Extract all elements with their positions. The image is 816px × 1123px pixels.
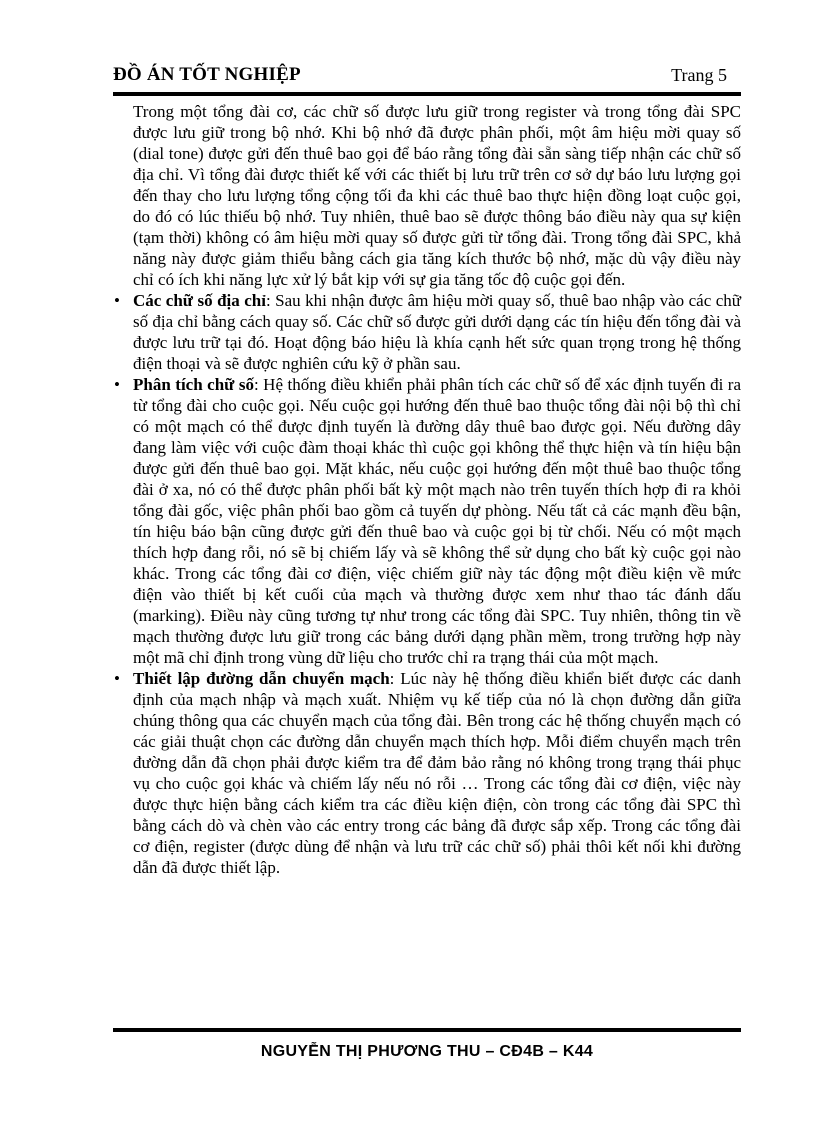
bullet-term: Thiết lập đường dẫn chuyển mạch xyxy=(133,669,390,688)
page-footer: NGUYỄN THỊ PHƯƠNG THU – CĐ4B – K44 xyxy=(260,1043,594,1060)
list-item xyxy=(113,668,741,878)
bullet-icon: • xyxy=(114,291,120,310)
bullet-term: Phân tích chữ số xyxy=(133,375,254,394)
list-item xyxy=(113,374,741,668)
page-header xyxy=(113,64,741,92)
bullet-text: : Sau khi nhận được âm hiệu mời quay số, thuê bao nhập vào các chữ số địa chỉ bằng cách quay số. Các chữ số được gửi dưới dạng các tín hiệu đến tổng đài và được lưu trữ tại đó. Hoạt động báo hiệu là khía cạnh hết sức quan trọng trong hệ thống điện thoại và sẽ được nghiên cứu kỹ ở phần sau. xyxy=(133,291,741,373)
bullet-list xyxy=(113,290,741,878)
document-title: ĐỒ ÁN TỐT NGHIỆP xyxy=(113,64,301,85)
header-rule xyxy=(113,92,741,96)
bullet-icon: • xyxy=(114,669,120,688)
intro-paragraph: Trong một tổng đài cơ, các chữ số được lưu giữ trong register và trong tổng đài SPC được lưu giữ trong bộ nhớ. Khi bộ nhớ đã được phân phối, một âm hiệu mời quay số (dial tone) được gửi đến thuê bao gọi để báo rằng tổng đài sẵn sàng tiếp nhận các chữ số địa chỉ. Vì tổng đài được thiết kế với các thiết bị lưu trữ trên cơ sở dự báo lưu lượng gọi đến thay cho lưu lượng tổng cộng tối đa khi các thuê bao thực hiện đồng loạt cuộc gọi, do đó có lúc thiếu bộ nhớ. Tuy nhiên, thuê bao sẽ được thông báo điều này qua sự kiện (tạm thời) không có âm hiệu mời quay số được gửi từ tổng đài. Trong tổng đài SPC, khả năng này được giảm thiểu bằng cách gia tăng kích thước bộ nhớ, mặc dù vậy điều này chỉ có ích khi năng lực xử lý bắt kịp với sự gia tăng tốc độ cuộc gọi đến. xyxy=(133,102,741,289)
page-number: Trang 5 xyxy=(671,65,727,85)
bullet-text: : Lúc này hệ thống điều khiển biết được các danh định của mạch nhập và mạch xuất. Nhiệm vụ kế tiếp của nó là chọn đường dẫn giữa chúng thông qua các chuyển mạch của tổng đài. Bên trong các hệ thống chuyển mạch có các giải thuật chọn các đường dẫn chuyển mạch thích hợp. Mỗi điểm chuyển mạch trên đường dẫn đã chọn phải được kiểm tra để đảm bảo rằng nó không trong trạng thái phục vụ cho cuộc gọi khác và chiếm lấy nếu nó rỗi … Trong các tổng đài cơ điện, việc này được thực hiện bằng cách kiểm tra các điều kiện điện, còn trong các tổng đài SPC thì bằng cách dò và chèn vào các entry trong các bảng đã được sắp xếp. Trong các tổng đài cơ điện, register (được dùng để nhận và lưu trữ các chữ số) phải thôi kết nối khi đường dẫn đã được thiết lập. xyxy=(133,669,741,877)
footer-rule xyxy=(113,1028,741,1032)
bullet-icon: • xyxy=(114,375,120,394)
list-item xyxy=(113,290,741,374)
bullet-text: : Hệ thống điều khiển phải phân tích các chữ số để xác định tuyến đi ra từ tổng đài cho cuộc gọi. Nếu cuộc gọi hướng đến thuê bao thuộc tổng đài nội bộ thì chỉ có một mạch có thể được định tuyến là đường dây thuê bao được gọi. Nếu đường dây đang làm việc với cuộc đàm thoại khác thì cuộc gọi không thể thực hiện và tín hiệu bận được gửi đến thuê bao gọi. Mặt khác, nếu cuộc gọi hướng đến một thuê bao thuộc tổng đài ở xa, nó có thể được phân phối bất kỳ một mạch nào trên tuyến thích hợp đi ra khỏi tổng đài gốc, việc phân phối bao gồm cả tuyến dự phòng. Nếu tất cả các mạnh đều bận, tín hiệu báo bận cũng được gửi đến thuê bao và cuộc gọi bị từ chối. Nếu có một mạch thích hợp đang rỗi, nó sẽ bị chiếm lấy và sẽ không thể sử dụng cho bất kỳ cuộc gọi nào khác. Trong các tổng đài cơ điện, việc chiếm giữ này tác động một điều kiện về mức điện vào thiết bị kết cuối của mạch và thường được xem như thao tác đánh dấu (marking). Điều này cũng tương tự như trong các tổng đài SPC. Tuy nhiên, thông tin về mạch thường được lưu giữ trong các bảng dưới dạng phần mềm, trong trường hợp này một mã chỉ định trong vùng dữ liệu cho trước chỉ ra trạng thái của một mạch. xyxy=(133,375,741,667)
bullet-term: Các chữ số địa chỉ xyxy=(133,291,266,310)
page-body xyxy=(113,101,741,878)
